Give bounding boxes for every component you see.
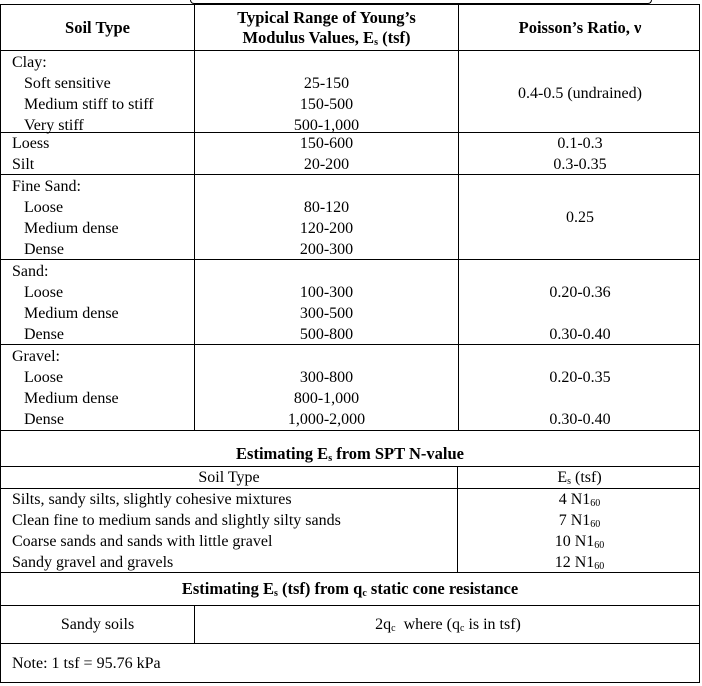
header-poisson-ratio: Poisson’s Ratio, ν [458, 5, 701, 50]
modulus-value: 100-300 [299, 284, 354, 301]
poisson-value: 0.25 [566, 209, 594, 226]
cone-soil: Sandy soils [60, 616, 135, 633]
cone-row [0, 605, 700, 643]
soil-label: Loess [12, 135, 50, 152]
group-loess-silt [0, 132, 700, 174]
group-name: Sand: [12, 263, 49, 280]
table-header [0, 4, 700, 50]
group-name: Gravel: [12, 348, 60, 365]
group-gravel [0, 344, 700, 430]
spt-soil: Silts, sandy silts, slightly cohesive mixtures [12, 491, 292, 508]
spt-coef: 12 $N1_{60}$ [554, 554, 605, 572]
spt-coef: 4 $N1_{60}$ [558, 491, 601, 509]
spt-section-title: Estimating $E_s$ from SPT N-value [0, 430, 700, 466]
soil-label: Dense [24, 411, 64, 428]
cone-formula: $2q_c$ where ($q_c$ is in tsf) [375, 616, 521, 634]
modulus-value: 25-150 [303, 75, 350, 92]
soil-label: Medium dense [24, 390, 119, 407]
group-name: Clay: [12, 54, 47, 71]
modulus-value: 200-300 [299, 241, 354, 258]
modulus-value: 500-1,000 [293, 117, 360, 134]
poisson-value: 0.1-0.3 [557, 135, 603, 152]
poisson-value: 0.20-0.35 [549, 369, 611, 386]
soil-label: Loose [24, 284, 64, 301]
modulus-value: 120-200 [299, 220, 354, 237]
soil-label: Very stiff [24, 117, 84, 134]
soil-label: Medium stiff to stiff [24, 96, 154, 113]
modulus-value: 300-500 [299, 305, 354, 322]
spt-header [0, 466, 700, 488]
modulus-value: 150-600 [299, 135, 354, 152]
poisson-value [459, 388, 701, 409]
note-text: Note: 1 tsf = 95.76 kPa [12, 655, 161, 672]
soil-label: Medium dense [24, 220, 119, 237]
header-soil-type: Soil Type [65, 17, 130, 37]
poisson-value: 0.30-0.40 [549, 411, 611, 428]
soil-label: Loose [24, 199, 64, 216]
soil-label: Soft sensitive [24, 75, 111, 92]
modulus-value: 500-800 [299, 326, 354, 343]
modulus-value: 20-200 [303, 156, 350, 173]
poisson-value: 0.4-0.5 (undrained) [518, 85, 642, 102]
poisson-value: 0.20-0.36 [549, 284, 611, 301]
modulus-value: 150-500 [299, 96, 354, 113]
spt-header-soil-type: Soil Type [198, 469, 260, 486]
soil-label: Loose [24, 369, 64, 386]
soil-label: Dense [24, 326, 64, 343]
header-youngs-modulus: Typical Range of Young’s Modulus Values, $E_s$ (tsf) [194, 5, 458, 50]
soil-label: Dense [24, 241, 64, 258]
soil-label: Silt [12, 156, 35, 173]
spt-soil: Coarse sands and sands with little gravel [12, 533, 273, 550]
poisson-value: 0.30-0.40 [549, 326, 611, 343]
modulus-value: 1,000-2,000 [287, 411, 366, 428]
table-note [0, 643, 700, 683]
cone-section-title: Estimating $E_s$ (tsf) from $q_c$ static cone resistance [0, 572, 700, 605]
spt-coef: 7 $N1_{60}$ [558, 512, 601, 530]
spt-coef: 10 $N1_{60}$ [554, 533, 605, 551]
poisson-value: 0.3-0.35 [553, 156, 607, 173]
spt-soil: Sandy gravel and gravels [12, 554, 174, 571]
group-name: Fine Sand: [12, 178, 81, 195]
spt-header-es: $E_s$ (tsf) [457, 467, 701, 488]
soil-label: Medium dense [24, 305, 119, 322]
modulus-value: 300-800 [299, 369, 354, 386]
poisson-value [459, 303, 701, 324]
group-fine-sand [0, 174, 700, 259]
spt-rows [0, 488, 700, 572]
spt-soil: Clean fine to medium sands and slightly silty sands [12, 512, 341, 529]
group-clay [0, 50, 700, 132]
modulus-value: 80-120 [303, 199, 350, 216]
group-sand [0, 259, 700, 344]
modulus-value: 800-1,000 [293, 390, 360, 407]
